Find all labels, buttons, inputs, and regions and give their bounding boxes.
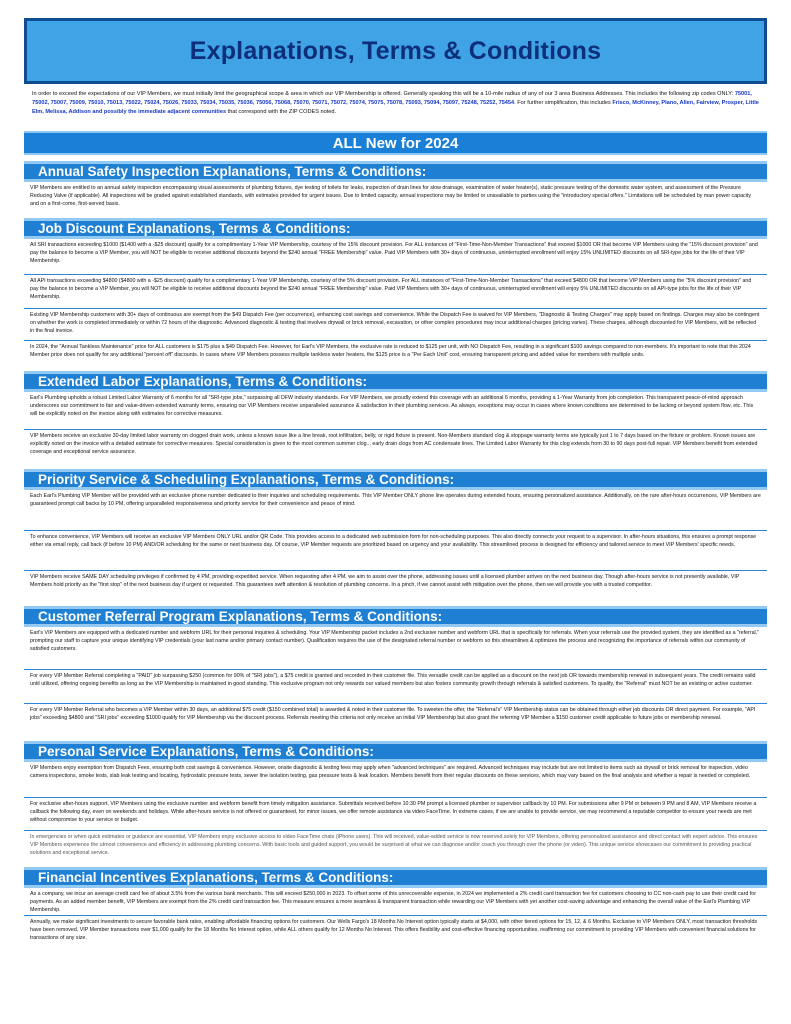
section-paragraph: VIP Members are entitled to an annual safety inspection encompassing visual assessments of plumbing fixtures, dye testing of toilets for leaks, inspection of drain lines for slow drainage, examination of water heater(s), static pressure testing of the domestic water system, and assessment of the Pressure Reducing Valve (if applicable). All inspections will be graded against established standards, with estimates provided for urgent issues. Due to limited capacity, annual inspections may be limited or unavailable to parties using the "introductory special offers." Limitations will be scheduled by man power capacity and on a first-come, first-served basis.	[30, 185, 751, 208]
intro-cities: Frisco, McKinney, Plano, Allen, Fairview, Prosper, Little Elm, Melissa, Addison and possibly the immediate adjacent communities	[32, 100, 759, 115]
section-heading	[24, 741, 767, 762]
intro-zip-codes: 75001, 75002, 75007, 75009, 75010, 75013, 75022, 75024, 75026, 75033, 75034, 75035, 75036, 75056, 75068, 75070, 75071, 75072, 75074, 75075, 75078, 75093, 75094, 75097, 75248, 75252, 75454	[32, 91, 752, 106]
section-paragraph: Earl's Plumbing upholds a robust Limited Labor Warranty of 6 months for all "SRI-type jobs," surpassing all DFW industry standards. For VIP Members, we proudly extend this coverage with an additional 6 months, providing a 1-Year Warranty from job completion. This transparent peace-of-mind approach underscores our commitment to fair and value-driven extended warranty terms, ensuring our VIP Members receive unparalleled assurance & satisfaction in their plumbing services. As always, exceptions may occur in cases where known conditions are determined to be lacking or beyond system flow, etc. This will be explicitly noted on the invoice along with estimates for corrective measures.	[30, 395, 754, 418]
page-title: Explanations, Terms & Conditions	[189, 36, 602, 65]
section-paragraph: Each Earl's Plumbing VIP Member will be provided with an exclusive phone number dedicated to their inquiries and scheduling requirements. This VIP Member ONLY phone line operates during extended hours, ensuring personalized assistance. Additionally, on the rare after-hours occurrences, VIP Members are guaranteed prompt call backs by 10 PM, offering unparalleled responsiveness and priority service for their convenience and peace of mind.	[30, 493, 761, 508]
section-heading-text: Customer Referral Program Explanations, Terms & Conditions:	[38, 609, 443, 624]
intro-text: In order to exceed the expectations of our VIP Members, we must initially limit the geographical scope & area in which our VIP Membership is offered. Generally speaking this will be a 10-mile radius of any of our 3 area Business Addresses. This includes the following zip codes ONLY:	[32, 91, 734, 97]
intro-paragraph	[32, 90, 759, 117]
section-paragraph: VIP Members receive an exclusive 30-day limited labor warranty on clogged drain work, unless a known issue like a line break, root infiltration, belly, or rigid fixture is present. Non-Members standard clog & stoppage warranty terms are typically just 1 to 7 days based on the fixture or problem. Known issues are explicitly noted on the invoice with a detailed estimate for corrective measures. Special consideration is given to the most common summer clog... early drain clogs from AC condensate lines. The Limited Labor Warranty for this clog extends from 30 to 90 days post-full repair. VIP Members benefit from extended coverage and exceptional service assurance.	[24, 429, 767, 464]
title-banner	[24, 18, 767, 84]
section-customer-referral	[24, 606, 767, 736]
section-heading	[24, 469, 767, 490]
section-heading-text: Priority Service & Scheduling Explanations, Terms & Conditions:	[38, 472, 455, 487]
section-heading	[24, 161, 767, 182]
section-heading	[24, 218, 767, 239]
section-financial-incentives	[24, 867, 767, 943]
section-heading-text: Job Discount Explanations, Terms & Conditions:	[38, 221, 351, 236]
section-paragraph: For every VIP Member Referral completing a "PAID" job surpassing $250 (common for 90% of "SRI jobs"), a $75 credit is granted and recorded in their customer file. This versatile credit can be applied as a discount on the next job OR towards membership renewal in subsequent years. The credit remains valid until utilized, offering ongoing benefits as long as the VIP Membership is maintained in good standing. This exclusive program not only rewards our valued members but also fosters community growth through referrals & satisfied customers. To qualify, the "Referral" must NOT be an existing or active customer.	[24, 669, 767, 703]
section-heading	[24, 606, 767, 627]
section-heading-text: Extended Labor Explanations, Terms & Conditions:	[38, 374, 368, 389]
new-for-2024-label: ALL New for 2024	[332, 134, 459, 152]
section-paragraph: For every VIP Member Referral who becomes a VIP Member within 30 days, an additional $75 credit ($150 combined total) is awarded & noted in their customer file. To sweeten the offer, the "Referral's" VIP Membership status can be obtained through either job discounts OR direct payment. For example, "API jobs" exceeding $4800 and "SRI jobs" exceeding $1000 qualify for VIP Membership via the discount process. Referrals meeting this criteria not only receive an initial VIP Membership but also grant the referring VIP Member a $150 customer credit applicable to future jobs or membership renewal.	[24, 703, 767, 736]
section-paragraph: In emergencies or when quick estimates or guidance are essential, VIP Members enjoy exclusive access to video FaceTime chats (iPhone users). This will received, value-added service is now reserved solely for VIP Members, offering personalized assistance and direct contact with expert advice. This ensures VIP Members experience the utmost convenience and efficiency in addressing plumbing concerns. With basic tools and guided support, you would be surprised at what we can diagnose and/or coach you through over the phone (or video). This unique service showcases our commitment to providing practical solutions and exceptional service.	[24, 830, 767, 863]
section-paragraph: All API transactions exceeding $4800 ($4800 with a -$25 discount) qualify for a complimentary 1-Year VIP Membership, courtesy of the 5% discount provision. For ALL instances of "First-Time-Non-Member Transactions" that exceed $4800 OR that become VIP Members using the "5% discount provision" and pay the balance to become a VIP Member, you will NOT be eligible to receive additional discounts beyond the $240 annual "FREE Membership" value. Paid VIP Members with 30+ days of continuous, uninterrupted enrollment will enjoy 5% UNLIMITED discounts on all API-type jobs for the life of their VIP Membership.	[24, 274, 767, 308]
section-job-discount	[24, 218, 767, 366]
section-heading-text: Annual Safety Inspection Explanations, Terms & Conditions:	[38, 164, 427, 179]
new-for-2024-banner	[24, 131, 767, 155]
section-paragraph: As a company, we incur an average credit card fee of about 3.5% from the various bank merchants. This will exceed $250,000 in 2023. To offset some of this unrecoverable expense, in 2024 we implemented a 2% credit card transaction fee for customers choosing to CC non-cash pay to use their credit card for payments. As an added member benefit, VIP Members are exempt from the 2% credit card transaction fee. This measure ensures a more seamless & transparent transaction while rewarding our VIP Members with yet another cost-saving advantage and enhancing the overall value of the Earl's Plumbing VIP Membership.	[30, 891, 756, 914]
section-extended-labor	[24, 371, 767, 464]
section-heading	[24, 867, 767, 888]
section-annual-safety	[24, 161, 767, 215]
intro-middle: . For further simplification, this includes	[514, 100, 611, 106]
section-paragraph: To enhance convenience, VIP Members will receive an exclusive VIP Members ONLY URL and/or QR Code. This provides access to a dedicated web submission form for non-scheduling purposes. This also directly connects your request to a supervisor. In after-hours situations, this ensures a prompt response either via email reply, call back (if before 10 PM) AND/OR scheduling for the same or next business day. Of course, VIP Member requests are prioritized based on urgency and your availability. This streamlined process is designed for efficiency and tailored service to meet VIP Members' specific needs.	[24, 530, 767, 570]
section-personal-service	[24, 741, 767, 863]
section-priority-service	[24, 469, 767, 602]
section-heading	[24, 371, 767, 392]
section-paragraph: All SRI transactions exceeding $1000 ($1400 with a -$25 discount) qualify for a complimentary 1-Year VIP Membership, courtesy of the 15% discount provision. For ALL instances of "First-Time-Non-Member Transactions" that exceed $1000 OR that become VIP Members using the "15% discount provision" and pay the balance to become a VIP Member, you will NOT be eligible to receive additional discounts beyond the $240 annual "FREE Membership" value. Paid VIP Members with 30+ days of continuous, uninterrupted enrollment will enjoy 15% UNLIMITED discounts on all SRI-type jobs for the life of their VIP Membership.	[30, 242, 758, 265]
intro-end: that correspond with the ZIP CODES noted.	[227, 109, 337, 115]
section-paragraph: Existing VIP Membership customers with 30+ days of continuous are exempt from the $49 Dispatch Fee (per occurrence), enhancing cost savings and convenience. While the Dispatch Fee is waived for VIP Members, "Diagnostic & Testing Charges" may apply based on findings. Charges may also be contingent on whether the work is completed immediately or within 72 hours of the diagnostic. Advanced diagnostic & testing that involves drywall or brick removal, excavation, or other complex procedures may incur additional charges (pricing varies). These charges, although discounted for VIP Members, will be reflected in the final invoice.	[24, 308, 767, 340]
section-paragraph: Annually, we make significant investments to secure favorable bank rates, enabling affordable financing options for customers. Our Wells Fargo's 18 Months No Interest option typically starts at $4,000, with other tiered options for 15, 12, & 6 Months. Exclusive to VIP Members ONLY, most transaction thresholds have been removed. VIP Member transactions over $1,000 qualify for the 18 Months No Interest option, while ALL others qualify for 12 Months No Interest. This offers flexibility and cost-effective financing opportunities, reaffirming our commitment to providing VIP Members with convenient financial solutions for transactions of any size.	[24, 915, 767, 943]
section-paragraph: In 2024, the "Annual Tankless Maintenance" price for ALL customers is $175 plus a $49 Dispatch Fee. However, for Earl's VIP Members, the exclusive rate is reduced to $125 per unit, with NO Dispatch Fee, resulting in a significant $100 savings compared to non-members. It's important to note that this 2024 Member price does not qualify for any additional "percent off" discounts. In cases where VIP Members possess multiple tankless water heaters, the $125 price is a "Per Each Unit" cost, ensuring transparent pricing and added value for members with multiple units.	[24, 340, 767, 366]
section-heading-text: Financial Incentives Explanations, Terms & Conditions:	[38, 870, 394, 885]
document-page	[24, 18, 767, 943]
section-paragraph: VIP Members enjoy exemption from Dispatch Fees, ensuring both cost savings & convenience. However, onsite diagnostic & testing fees may apply when "advanced techniques" are required. Advanced techniques may include but are not limited to items such as drywall or brick removal for inspection, video camera inspections, smoke tests, slab leak testing and locating, hydrostatic pressure tests, sewer line isolation testing, gas pressure tests & leak location. Members benefit from their regular discounts on these services, which may vary based on the final analysis and whether a repair is needed or completed.	[30, 765, 751, 780]
section-paragraph: Earl's VIP Members are equipped with a dedicated number and webform URL for their personal inquiries & scheduling. Your VIP Membership packet includes a 2nd exclusive number and webform URL that is specifically for referrals. When your referrals use the provided system, they are identified as a "referral," prompting our staff to capture your unique identifying VIP credentials (your last name and/or primary contact number). Qualification requires the use of the designated referral number or webform so this streamlines & optimizes the process and recognizing the importance of referrals within our community of satisfied customers.	[30, 630, 760, 653]
section-heading-text: Personal Service Explanations, Terms & Conditions:	[38, 744, 374, 759]
section-paragraph: VIP Members receive SAME DAY scheduling privileges if confirmed by 4 PM, providing expedited service. When requesting after 4 PM, we aim to assist over the phone, addressing issues until a licensed plumber arrives on the next business day. Though after-hours service is not presently available, VIP Members hold priority as the "first stop" of the next business day if urgent or requested. This guarantees swift attention & resolution of plumbing concerns. In a pinch, if we cannot assist with mitigation over the phone, then we will provide you with a trusted competitor.	[24, 570, 767, 602]
section-paragraph: For exclusive after-hours support, VIP Members using the exclusive number and webform benefit from timely mitigation assistance. Submittals received before 10:30 PM prompt a licensed plumber or supervisor callback by 10 PM. For submissions after 9 PM or between 9 PM and 8 AM, VIP Members receive a callback the following day, even on weekends and holidays. While after-hours service is not offered or guaranteed, for minor issues, we offer remote assistance via video FaceTime. In extreme cases, if we are unable to provide service, we may recommend a reputable competitor to ensure your needs are met without compromise to your service or budget.	[24, 797, 767, 830]
